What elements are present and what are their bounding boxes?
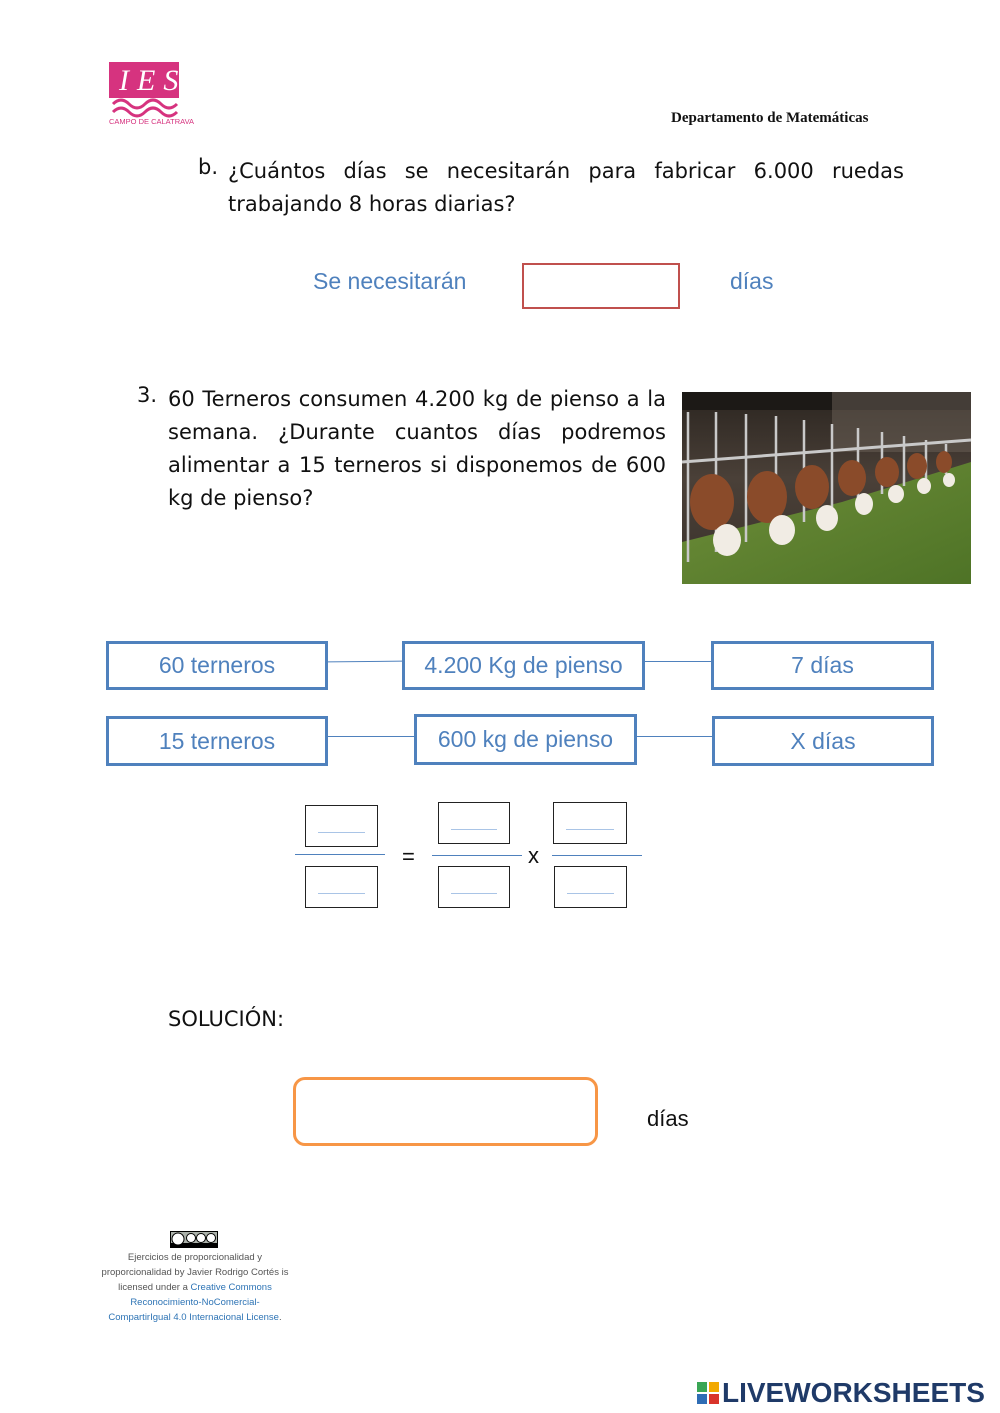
times-sign: x: [528, 843, 539, 868]
brand-name: LIVEWORKSHEETS: [722, 1377, 985, 1408]
solution-input[interactable]: [293, 1077, 598, 1146]
question-3-text: 60 Terneros consumen 4.200 kg de pienso a la semana. ¿Durante cuantos días podremos alimentar a 15 terneros si disponemos de 600 kg de pienso?: [168, 387, 666, 510]
liveworksheets-logo-icon: [697, 1382, 719, 1404]
connector-row1-a: [328, 661, 402, 663]
fraction2-denominator-input[interactable]: [438, 866, 510, 908]
fraction2-bar: [432, 855, 522, 856]
calves-photo: [682, 392, 971, 584]
license-link[interactable]: Creative Commons Reconocimiento-NoComercial-CompartirIgual 4.0 Internacional License: [108, 1282, 279, 1323]
fraction1-bar: [295, 854, 385, 855]
question-b-letter: b.: [198, 155, 219, 179]
connector-row2-a: [328, 736, 414, 737]
solution-suffix: días: [647, 1106, 689, 1131]
cell-row2-calves: 15 terneros: [106, 716, 328, 766]
answer-b-suffix: días: [730, 268, 774, 294]
liveworksheets-brand[interactable]: [697, 1377, 985, 1409]
answer-b-input[interactable]: [522, 263, 680, 309]
fraction2-numerator-input[interactable]: [438, 802, 510, 844]
question-3-number: 3.: [137, 383, 158, 407]
question-b-text: ¿Cuántos días se necesitarán para fabricar 6.000 ruedas trabajando 8 horas diarias?: [228, 159, 904, 216]
cell-row1-feed: 4.200 Kg de pienso: [402, 641, 645, 690]
solution-label: SOLUCIÓN:: [168, 1007, 285, 1031]
fraction3-denominator-input[interactable]: [554, 866, 627, 908]
school-logo: [107, 60, 195, 126]
equals-sign: =: [402, 844, 415, 869]
connector-row2-b: [637, 736, 712, 737]
fraction1-numerator-input[interactable]: [305, 805, 378, 847]
cell-row1-days: 7 días: [711, 641, 934, 690]
license-plain-text: Ejercicios de proporcionalidad y proporcionalidad by Javier Rodrigo Cortés is licensed under a: [101, 1252, 289, 1293]
answer-b-prefix: Se necesitarán: [313, 268, 467, 294]
fraction3-bar: [552, 855, 642, 856]
cell-row1-calves: 60 terneros: [106, 641, 328, 690]
license-period: .: [278, 1312, 282, 1323]
svg-text:IES: IES: [119, 64, 187, 97]
creative-commons-icon: [170, 1231, 218, 1248]
license-text: [100, 1250, 290, 1325]
fraction1-denominator-input[interactable]: [305, 866, 378, 908]
cell-row2-days: X días: [712, 716, 934, 766]
logo-subtitle: CAMPO DE CALATRAVA: [109, 117, 195, 126]
department-name: Departamento de Matemáticas: [671, 110, 869, 126]
fraction3-numerator-input[interactable]: [553, 802, 627, 844]
connector-row1-b: [645, 661, 711, 662]
cell-row2-feed: 600 kg de pienso: [414, 714, 637, 765]
